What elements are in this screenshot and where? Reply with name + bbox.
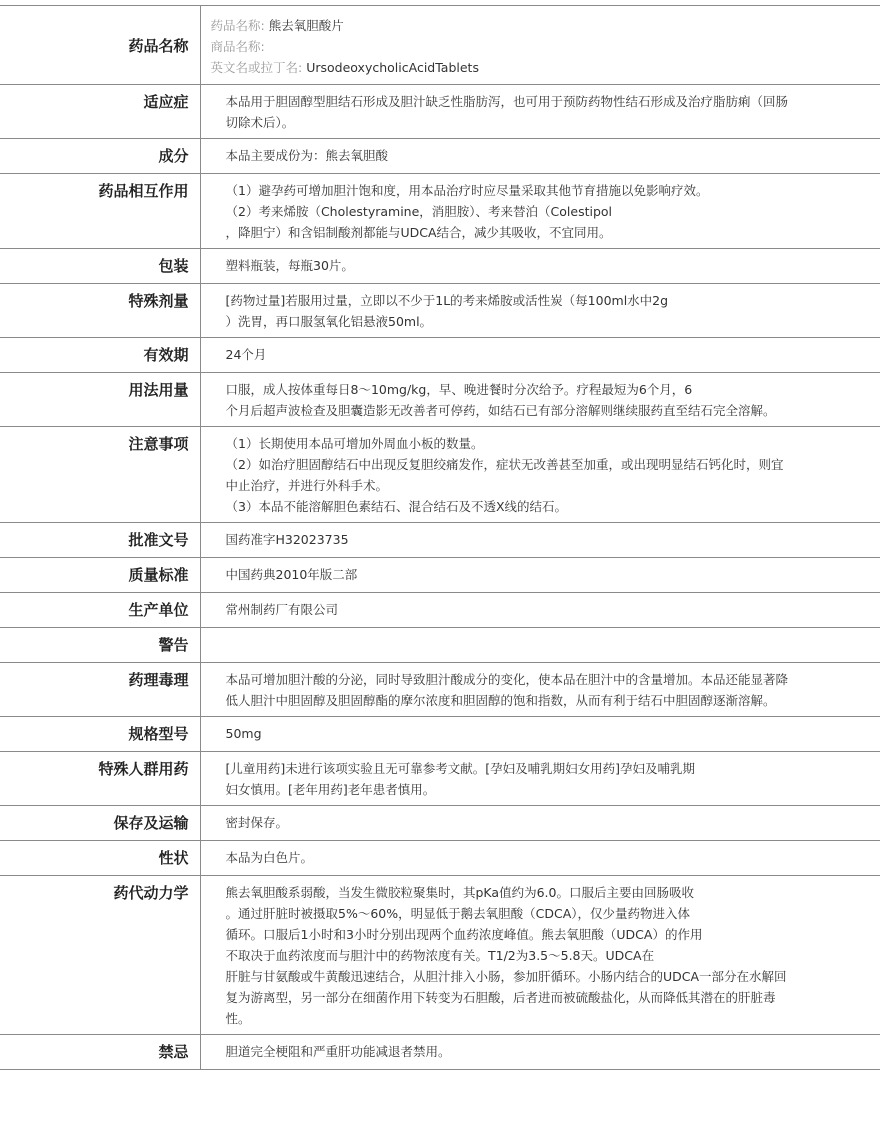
row-text: 密封保存。	[225, 815, 289, 830]
table-row	[0, 338, 880, 373]
row-text: 中国药典2010年版二部	[225, 567, 358, 582]
generic-name-line	[211, 15, 880, 36]
table-row	[0, 806, 880, 841]
table-row	[0, 85, 880, 139]
row-label: 成分	[0, 139, 200, 174]
row-value	[200, 558, 880, 593]
row-label: 特殊剂量	[0, 284, 200, 338]
row-value	[200, 427, 880, 523]
row-text: [儿童用药]未进行该项实验且无可靠参考文献。[孕妇及哺乳期妇女用药]孕妇及哺乳期 妇女慎用。[老年用药]老年患者慎用。	[225, 761, 696, 797]
row-label: 有效期	[0, 338, 200, 373]
generic-name-key: 药品名称:	[210, 18, 265, 33]
row-text: 熊去氧胆酸系弱酸，当发生微胶粒聚集时，其pKa值约为6.0。口服后主要由回肠吸收 。通过肝脏时被摄取5%～60%，明显低于鹅去氧胆酸（CDCA），仅少量药物进入体 循环。口服后1小时和3小时分别出现两个血药浓度峰值。熊去氧胆酸（UDCA）的作用 不取决于血药浓度而与胆汁中的药物浓度有关。T1/2为3.5～5.8天。UDCA在 肝脏与甘氨酸或牛黄酸迅速结合，从胆汁排入小肠，参加肝循环。小肠内结合的UDCA一部分在水解回复为游离型，另一部分在细菌作用下转变为石胆酸，后者进而被硫酸盐化，从而降低其潜在的肝脏毒性。	[225, 885, 787, 1026]
row-text: （1）避孕药可增加胆汁饱和度，用本品治疗时应尽量采取其他节育措施以免影响疗效。 （2）考来烯胺（Cholestyramine，消胆胺）、考来替泊（Colestipol ，降胆宁）和含铝制酸剂都能与UDCA结合，减少其吸收，不宜同用。	[225, 183, 709, 240]
row-value	[200, 174, 880, 249]
row-label: 注意事项	[0, 427, 200, 523]
row-label: 药代动力学	[0, 876, 200, 1035]
table-row	[0, 249, 880, 284]
english-name-value: UrsodeoxycholicAcidTablets	[306, 60, 479, 75]
table-row	[0, 558, 880, 593]
table-row	[0, 139, 880, 174]
row-value	[200, 806, 880, 841]
row-label: 保存及运输	[0, 806, 200, 841]
row-text: 本品为白色片。	[225, 850, 314, 865]
row-text: 常州制药厂有限公司	[225, 602, 339, 617]
table-row	[0, 174, 880, 249]
row-label: 药品相互作用	[0, 174, 200, 249]
row-value	[200, 593, 880, 628]
row-text: 本品主要成份为：熊去氧胆酸	[225, 148, 389, 163]
table-row	[0, 427, 880, 523]
row-label: 质量标准	[0, 558, 200, 593]
english-name-key: 英文名或拉丁名:	[210, 60, 303, 75]
drug-info-table	[0, 5, 880, 1070]
row-value	[200, 876, 880, 1035]
row-value	[200, 752, 880, 806]
row-value	[200, 139, 880, 174]
row-text: 国药准字H32023735	[225, 532, 349, 547]
row-text: 50mg	[225, 726, 262, 741]
row-label: 特殊人群用药	[0, 752, 200, 806]
row-text: （1）长期使用本品可增加外周血小板的数量。 （2）如治疗胆固醇结石中出现反复胆绞痛发作，症状无改善甚至加重，或出现明显结石钙化时，则宜中止治疗，并进行外科手术。 （3）本品不能溶解胆色素结石、混合结石及不透X线的结石。	[225, 436, 784, 514]
trade-name-key: 商品名称:	[210, 39, 265, 54]
row-label: 批准文号	[0, 523, 200, 558]
table-row	[0, 523, 880, 558]
trade-name-line	[211, 36, 880, 57]
row-label: 规格型号	[0, 717, 200, 752]
row-value	[200, 249, 880, 284]
row-value	[200, 1035, 880, 1070]
row-value	[200, 663, 880, 717]
table-row	[0, 284, 880, 338]
table-row	[0, 841, 880, 876]
row-text: 本品可增加胆汁酸的分泌，同时导致胆汁酸成分的变化，使本品在胆汁中的含量增加。本品还能显著降低人胆汁中胆固醇及胆固醇酯的摩尔浓度和胆固醇的饱和指数，从而有利于结石中胆固醇逐渐溶解。	[225, 672, 789, 708]
table-row	[0, 876, 880, 1035]
table-row	[0, 663, 880, 717]
row-text: 24个月	[225, 347, 267, 362]
row-text: 本品用于胆固醇型胆结石形成及胆汁缺乏性脂肪泻，也可用于预防药物性结石形成及治疗脂肪痢（回肠切除术后）。	[225, 94, 789, 130]
table-row	[0, 373, 880, 427]
row-label: 生产单位	[0, 593, 200, 628]
row-text: [药物过量]若服用过量，立即以不少于1L的考来烯胺或活性炭（每100ml水中2g ）洗胃，再口服氢氧化铝悬液50ml。	[225, 293, 669, 329]
row-label: 包装	[0, 249, 200, 284]
row-text: 胆道完全梗阻和严重肝功能减退者禁用。	[225, 1044, 451, 1059]
row-value	[200, 717, 880, 752]
row-label: 药理毒理	[0, 663, 200, 717]
table-row	[0, 628, 880, 663]
row-value	[200, 523, 880, 558]
row-value	[200, 628, 880, 663]
row-value	[200, 841, 880, 876]
table-row	[0, 1035, 880, 1070]
english-name-line	[211, 57, 880, 78]
table-row	[0, 593, 880, 628]
row-label: 禁忌	[0, 1035, 200, 1070]
row-label: 警告	[0, 628, 200, 663]
row-value	[200, 338, 880, 373]
row-value	[200, 85, 880, 139]
row-label: 适应症	[0, 85, 200, 139]
row-text: 口服，成人按体重每日8～10mg/kg，早、晚进餐时分次给予。疗程最短为6个月，6 个月后超声波检查及胆囊造影无改善者可停药，如结石已有部分溶解则继续服药直至结石完全溶解。	[225, 382, 776, 418]
row-label: 性状	[0, 841, 200, 876]
row-label: 药品名称	[0, 6, 200, 85]
row-text: 塑料瓶装，每瓶30片。	[225, 258, 354, 273]
table-row	[0, 752, 880, 806]
row-value	[200, 6, 880, 85]
generic-name-value: 熊去氧胆酸片	[268, 18, 344, 33]
row-value	[200, 373, 880, 427]
row-value	[200, 284, 880, 338]
table-row	[0, 717, 880, 752]
row-label: 用法用量	[0, 373, 200, 427]
row-drug-name	[0, 6, 880, 85]
